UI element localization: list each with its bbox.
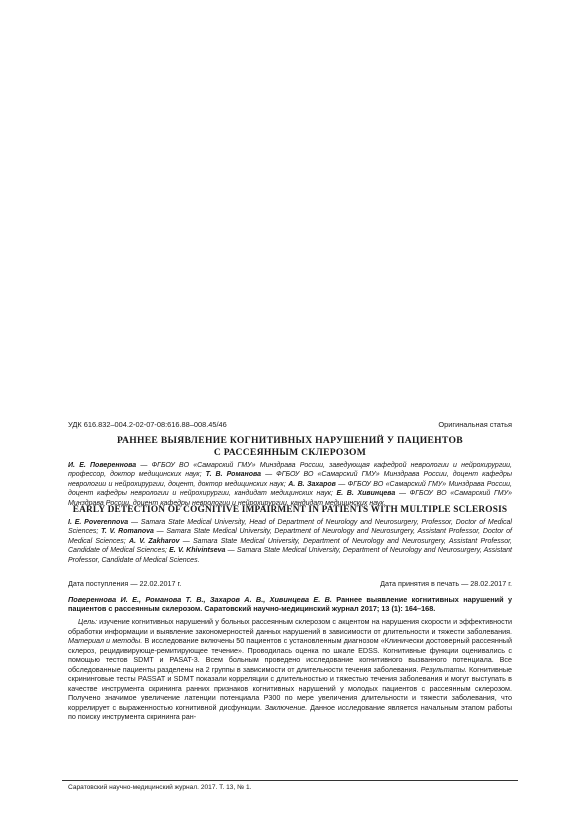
abstract-text: В исследование включены 50 пациентов с установленным диагнозом «Клинически достоверный рассеянный склероз, рецидивирующе-ремитирующее течение». Проводилась оценка по шкале EDSS. Когнитивные функции оценивались с помощью тестов SDMT и PASAT-3. Всем больным проведено исследование когнитивного вызванного потенциала. Все обследованные пациенты разделены на 2 группы в зависимости от длительности течения заболевания.	[68, 636, 512, 674]
title-russian	[62, 435, 518, 458]
abstract-text: изучение когнитивных нарушений у больных рассеянным склерозом с акцентом на нарушения скорости и эффективности обработки информации и выявление закономерностей данных нарушений в зависимости от длительности и тяжести заболевания.	[68, 617, 512, 636]
abstract-text: Когнитивные скрининговые тесты PASSAT и SDMT показали корреляции с длительностью и тяжестью течения заболевания и могут выступать в качестве инструмента скрининга ранних признаков когнитивных нарушений у молодых пациентов с рассеянным склерозом. Получено значимое увеличение латенции потенциала P300 по мере увеличения длительности и тяжести заболевания, что коррелирует с выраженностью когнитивной дисфункции.	[68, 664, 513, 712]
author-en-name: E. V. Khivintseva	[169, 547, 226, 555]
author-ru-info: — ФГБОУ ВО «Самарский ГМУ» Минздрава России, доцент кафедры неврологии и нейрохирургии, доцент, доктор медицинских наук;	[68, 471, 512, 488]
abstract	[68, 617, 512, 722]
footer-divider	[62, 780, 518, 781]
authors-english	[68, 518, 512, 565]
author-en-info: — Samara State Medical University, Department of Neurology and Neurosurgery, Assistant Professor, Doctor of Medical Sciences;	[68, 528, 512, 545]
author-ru-name: Т. В. Романова	[205, 471, 262, 479]
author-en-info: — Samara State Medical University, Head of Department of Neurology and Neurosurgery, Professor, Doctor of Medical Sciences;	[68, 519, 512, 536]
author-en-name: T. V. Romanova	[101, 528, 154, 536]
author-ru-name: А. В. Захаров	[288, 480, 336, 488]
article-type: Оригинальная статья	[438, 420, 512, 429]
citation-authors: Повереннова И. Е., Романова Т. В., Захаров А. В., Хивинцева Е. В.	[68, 595, 332, 604]
citation	[68, 595, 512, 614]
abstract-text: Данное исследование является начальным этапом работы по поиску инструмента скрининга ран-	[68, 702, 512, 721]
abstract-label: Цель:	[78, 617, 97, 626]
author-ru-info: — ФГБОУ ВО «Самарский ГМУ» Минздрава России, доцент кафедры неврологии и нейрохирургии, кандидат медицинских наук.	[68, 490, 512, 507]
abstract-label: Заключение.	[264, 702, 308, 712]
author-en-info: — Samara State Medical University, Department of Neurology and Neurosurgery, Assistant Professor, Candidate of Medical Sciences;	[68, 537, 512, 555]
abstract-label: Результаты.	[420, 664, 467, 674]
author-en-name: I. E. Poverennova	[68, 519, 129, 526]
journal-footer: Саратовский научно-медицинский журнал. 2017. Т. 13, № 1.	[68, 784, 252, 791]
author-ru-name: Е. В. Хивинцева	[336, 490, 396, 498]
title-ru-line-2: С РАССЕЯННЫМ СКЛЕРОЗОМ	[213, 446, 367, 458]
author-ru-info: — ФГБОУ ВО «Самарский ГМУ» Минздрава России, заведующая кафедрой неврологии и нейрохирургии, профессор, доктор медицинских наук;	[68, 462, 513, 479]
author-en-name: A. V. Zakharov	[128, 537, 180, 545]
title-english: EARLY DETECTION OF COGNITIVE IMPAIRMENT IN PATIENTS WITH MULTIPLE SCLEROSIS	[72, 505, 508, 515]
author-en-info: — Samara State Medical University, Department of Neurology and Neurosurgery, Assistant Professor, Candidate of Medical Sciences.	[68, 547, 512, 564]
accepted-date: Дата принятия в печать — 28.02.2017 г.	[380, 579, 512, 588]
citation-text: Раннее выявление когнитивных нарушений у пациентов с рассеянным склерозом. Саратовский научно-медицинский журнал 2017; 13 (1): 164–168.	[68, 595, 512, 614]
udk-code: УДК 616.832–004.2-02-07-08:616.88–008.45/46	[68, 420, 227, 429]
authors-russian	[68, 461, 512, 508]
author-ru-info: — ФГБОУ ВО «Самарский ГМУ» Минздрава России, доцент кафедры неврологии и нейрохирургии, кандидат медицинских наук;	[68, 480, 512, 498]
title-ru-line-1: РАННЕЕ ВЫЯВЛЕНИЕ КОГНИТИВНЫХ НАРУШЕНИЙ У ПАЦИЕНТОВ	[117, 435, 463, 446]
abstract-label: Материал и методы.	[68, 636, 143, 645]
received-date: Дата поступления — 22.02.2017 г.	[68, 579, 182, 588]
author-ru-name: И. Е. Повереннова	[68, 462, 137, 469]
